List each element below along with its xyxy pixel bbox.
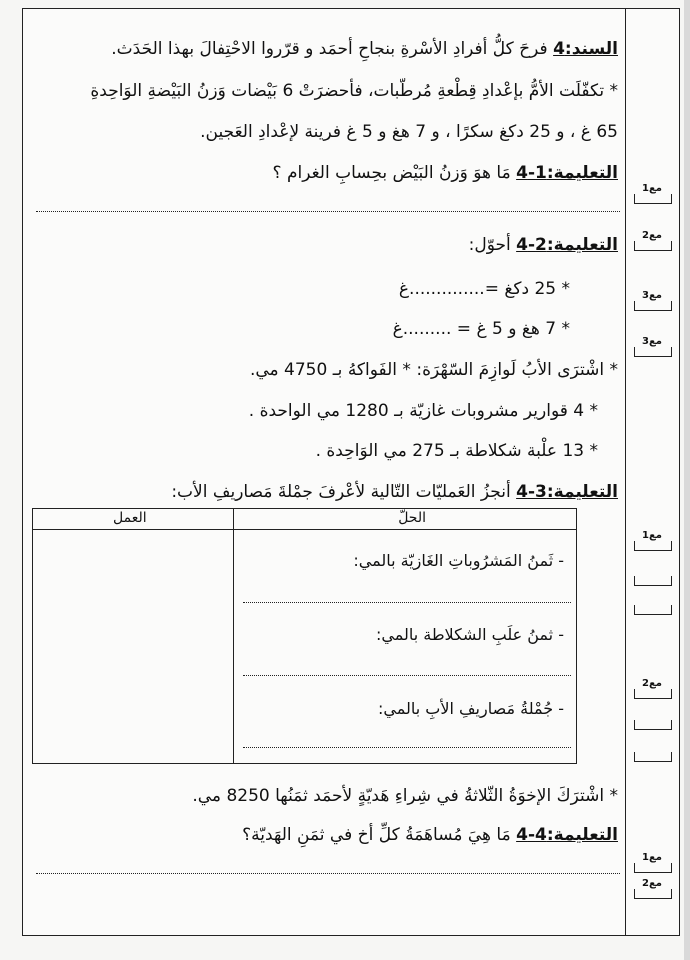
checkbox-mark (632, 720, 672, 730)
work-area[interactable] (33, 530, 232, 763)
father-purchases-line-2: * 4 قوارير مشروبات غازيّة بـ 1280 مي الواحدة . (248, 401, 598, 421)
conversion-2: * 7 هغ و 5 غ = .........غ (392, 319, 570, 339)
instruction-3: التعليمة:3-4 أنجزُ العَمليّات التّالية لأعْرفَ جمْلةَ مَصاريفِ الأب: (171, 482, 618, 502)
item-chocolate: - ثمنُ علَبِ الشكلاطة بالمي: (375, 625, 564, 644)
solution-table (32, 508, 577, 764)
criterion-mark: مع2 (632, 230, 672, 251)
answer-line-chocolate[interactable] (243, 675, 571, 676)
criterion-mark: مع1 (632, 530, 672, 551)
item-soft-drinks: - ثَمنُ المَشرُوباتِ الغَازيّة بالمي: (353, 551, 564, 570)
father-purchases-line-3: * 13 علْبة شكلاطة بـ 275 مي الوَاحِدة . (315, 441, 598, 461)
criterion-mark: مع3 (632, 336, 672, 357)
margin-divider (625, 8, 626, 936)
sanad-line-2: * تكفّلَت الأمُّ بإعْدادِ قِطْعةِ مُرطّبات، فأحضرَتْ 6 بَيْضات وَزنُ البَيْضةِ الوَاحِدةِ (90, 81, 618, 101)
criterion-mark: مع3 (632, 290, 672, 311)
table-column-divider (233, 509, 234, 763)
instruction-1: التعليمة:1-4 مَا هوَ وَزنُ البَيْض بحِسابِ الغرام ؟ (272, 163, 618, 183)
header-solution: الحلّ (398, 510, 426, 526)
answer-line-soft-drinks[interactable] (243, 602, 571, 603)
sanad-line-3: 65 غ ، و 25 دكغ سكرًا ، و 7 هغ و 5 غ فرينة لإعْدادِ العَجين. (200, 122, 618, 142)
scan-edge (684, 0, 690, 960)
header-work: العمل (113, 510, 147, 526)
item-total: - جُمْلةُ مَصاريفِ الأبِ بالمي: (377, 699, 564, 718)
sanad-line-1: السند:4 فرحَ كلُّ أفرادِ الأسْرةِ بنجاحِ أحمَد و قرّروا الاحْتِفالَ بهذا الحَدَث. (111, 39, 618, 59)
criterion-mark: مع2 (632, 878, 672, 899)
answer-line-1[interactable] (36, 211, 620, 212)
checkbox-mark (632, 605, 672, 615)
conversion-1: * 25 دكغ =..............غ (398, 279, 570, 299)
checkbox-mark (632, 752, 672, 762)
criterion-mark: مع1 (632, 852, 672, 873)
checkbox-mark (632, 576, 672, 586)
brothers-gift-line: * اشْترَكَ الإخوَةُ الثّلاثةُ في شِراءِ هَديّةٍ لأحمَد ثمَنُها 8250 مي. (192, 786, 618, 806)
sanad-label: السند:4 (553, 39, 618, 59)
instruction-2: التعليمة:2-4 أحوّل: (468, 235, 618, 255)
father-purchases-line-1: * اشْترَى الأبُ لَوازِمَ السّهْرَة: * الفَواكهُ بـ 4750 مي. (249, 360, 618, 380)
criterion-mark: مع2 (632, 678, 672, 699)
criterion-mark: مع1 (632, 183, 672, 204)
instruction-4: التعليمة:4-4 مَا هِيَ مُساهَمَةُ كلِّ أخ في ثمَنِ الهَديّة؟ (242, 825, 618, 845)
answer-line-total[interactable] (243, 747, 571, 748)
answer-line-4[interactable] (36, 873, 620, 874)
